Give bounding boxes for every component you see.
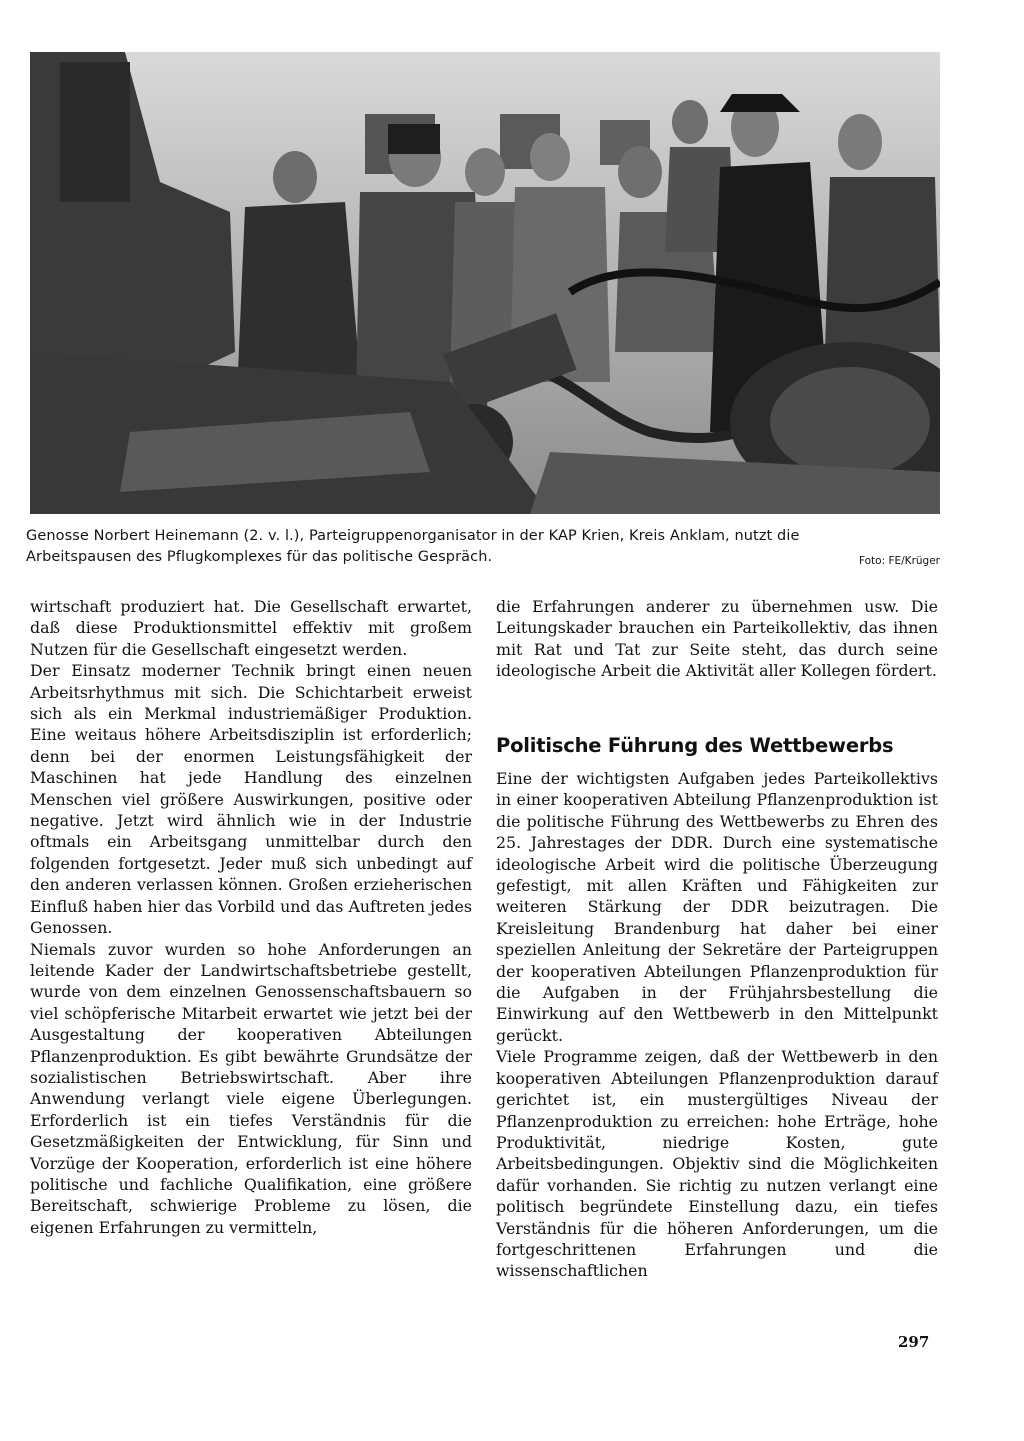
caption-line-2: Arbeitspausen des Pflugkomplexes für das politische Gespräch. — [26, 549, 493, 565]
page-number: 297 — [898, 1333, 930, 1351]
left-paragraph-2: Der Einsatz moderner Technik bringt einen neuen Arbeitsrhythmus mit sich. Die Schichtarbeit erweist sich als ein Merkmal industriemäßiger Produktion. Eine weitaus höhere Arbeitsdisziplin ist erforderlich; denn bei der enormen Leistungsfähigkeit der Maschinen hat jede Handlung des einzelnen Menschen viel größere Auswirkungen, positive oder negative. Jetzt wird ähnlich wie in der Industrie oftmals ein Arbeitsgang unmittelbar durch den folgenden fortgesetzt. Jeder muß sich unbedingt auf den anderen verlassen können. Großen erzieherischen Einfluß haben hier das Vorbild und das Auftreten jedes Genossen. — [30, 661, 472, 938]
right-column-body — [496, 768, 938, 1282]
article-photo — [30, 52, 940, 514]
left-paragraph-3: Niemals zuvor wurden so hohe Anforderungen an leitende Kader der Landwirtschaftsbetriebe gestellt, wurde von dem einzelnen Genossenschaftsbauern so viel schöpferische Mitarbeit erwartet wie jetzt bei der Ausgestaltung der kooperativen Abteilungen Pflanzenproduktion. Es gibt bewährte Grundsätze der sozialistischen Betriebswirtschaft. Aber ihre Anwendung verlangt viele eigene Überlegungen. Erforderlich ist ein tiefes Verständnis für die Gesetzmäßigkeiten der Entwicklung, für Sinn und Vorzüge der Kooperation, erforderlich ist eine höhere politische und fachliche Qualifikation, eine größere Bereitschaft, schwierige Probleme zu lösen, die eigenen Erfahrungen zu vermitteln, — [30, 939, 472, 1237]
photo-caption — [26, 526, 946, 568]
caption-line-1: Genosse Norbert Heinemann (2. v. l.), Parteigruppenorganisator in der KAP Krien, Kreis Anklam, nutzt die — [26, 528, 800, 544]
left-paragraph-1: wirtschaft produziert hat. Die Gesellschaft erwartet, daß diese Produktionsmittel effektiv mit großem Nutzen für die Gesellschaft eingesetzt werden. — [30, 597, 472, 659]
right-column-top — [496, 596, 938, 682]
section-heading: Politische Führung des Wettbewerbs — [496, 734, 894, 757]
photo-farm-workers-icon — [30, 52, 940, 514]
right-paragraph-1: die Erfahrungen anderer zu übernehmen usw. Die Leitungskader brauchen ein Parteikollektiv, das ihnen mit Rat und Tat zur Seite steht, das durch seine ideologische Arbeit die Aktivität aller Kollegen fördert. — [496, 597, 938, 681]
right-paragraph-3: Viele Programme zeigen, daß der Wettbewerb in den kooperativen Abteilungen Pflanzenproduktion darauf gerichtet ist, ein mustergültiges Niveau der Pflanzenproduktion zu erreichen: hohe Erträge, hohe Produktivität, niedrige Kosten, gute Arbeitsbedingungen. Objektiv sind die Möglichkeiten dafür vorhanden. Sie richtig zu nutzen verlangt eine politisch begründete Einstellung dazu, ein tiefes Verständnis für die höheren Anforderungen, um die fortgeschrittenen Erfahrungen und die wissenschaftlichen — [496, 1047, 938, 1281]
left-column — [30, 596, 472, 1238]
photo-credit: Foto: FE/Krüger — [858, 555, 940, 567]
right-paragraph-2: Eine der wichtigsten Aufgaben jedes Parteikollektivs in einer kooperativen Abteilung Pflanzenproduktion ist die politische Führung des Wettbewerbs zu Ehren des 25. Jahrestages der DDR. Durch eine systematische ideologische Arbeit wird die politische Überzeugung gefestigt, mit allen Kräften und Fähigkeiten zur weiteren Stärkung der DDR beizutragen. Die Kreisleitung Brandenburg hat daher bei einer speziellen Anleitung der Sekretäre der Parteigruppen der kooperativen Abteilungen Pflanzenproduktion für die Aufgaben in der Frühjahrsbestellung die Einwirkung auf den Wettbewerb in den Mittelpunkt gerückt. — [496, 769, 938, 1045]
